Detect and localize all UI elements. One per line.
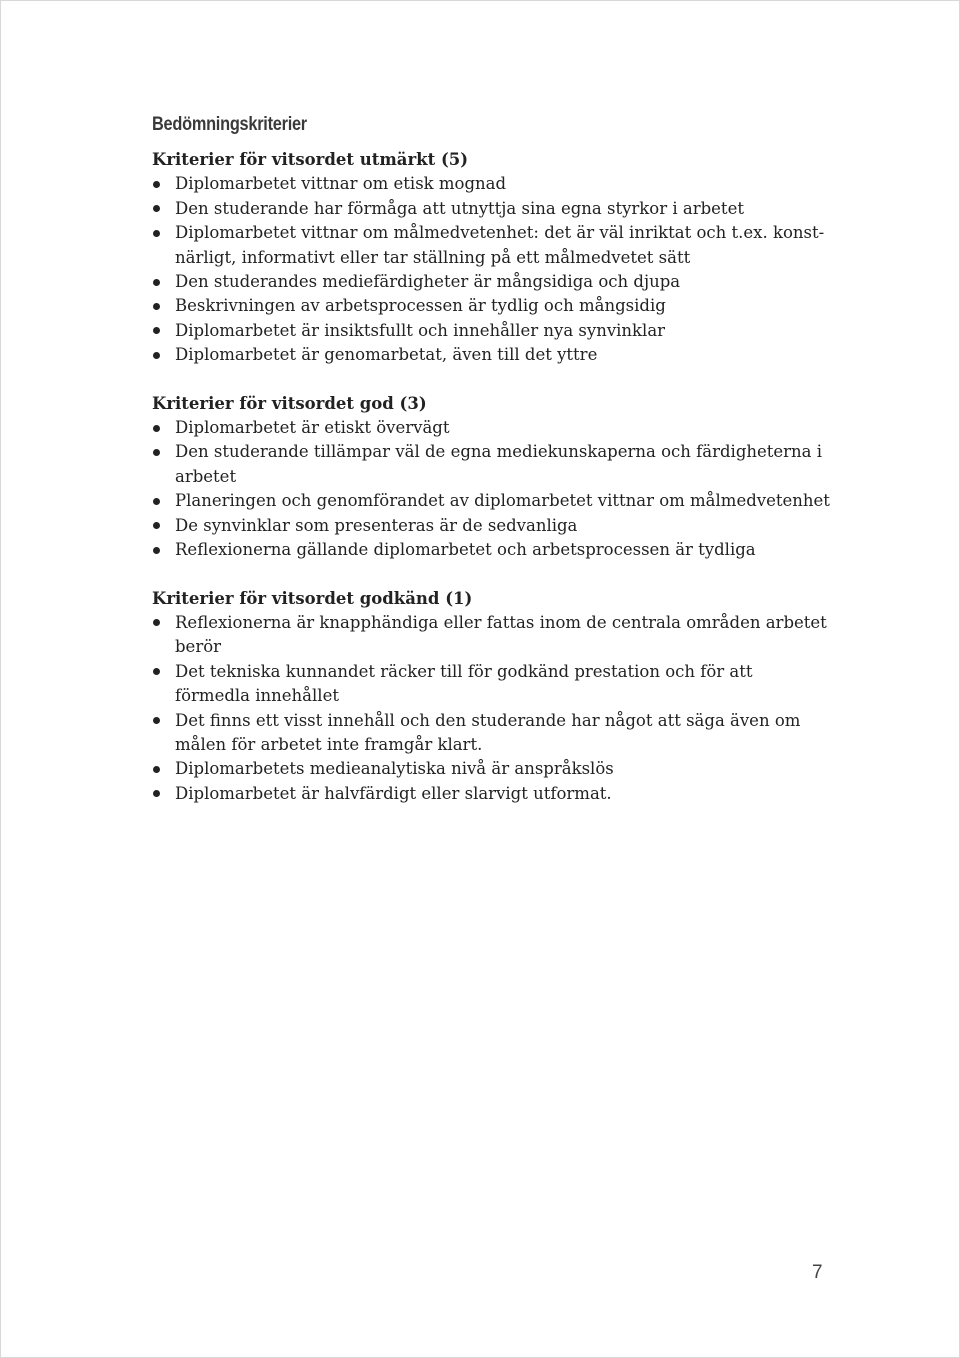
bullet-icon bbox=[153, 668, 160, 675]
bullet-icon bbox=[153, 279, 160, 286]
bullet-icon bbox=[153, 205, 160, 212]
criteria-item-text: Det tekniska kunnandet räcker till för godkänd prestation och för att förmedla innehållet bbox=[175, 661, 753, 706]
criteria-item-text: Diplomarbetets medieanalytiska nivå är anspråkslös bbox=[175, 759, 614, 779]
bullet-icon bbox=[153, 717, 160, 724]
criteria-item-text: De synvinklar som presenteras är de sedvanliga bbox=[175, 515, 578, 535]
criteria-item bbox=[152, 197, 832, 221]
criteria-item-text: Den studerandes mediefärdigheter är mångsidiga och djupa bbox=[175, 272, 681, 292]
page-number: 7 bbox=[812, 1262, 823, 1283]
criteria-item-text: Diplomarbetet vittnar om etisk mognad bbox=[175, 174, 507, 194]
criteria-list bbox=[152, 172, 832, 367]
bullet-icon bbox=[153, 230, 160, 237]
criteria-item-text: Den studerande har förmåga att utnyttja sina egna styrkor i arbetet bbox=[175, 198, 744, 218]
bullet-icon bbox=[153, 547, 160, 554]
bullet-icon bbox=[153, 790, 160, 797]
criteria-item-text: Diplomarbetet är genomarbetat, även till det yttre bbox=[175, 345, 598, 365]
criteria-item bbox=[152, 343, 832, 367]
criteria-item bbox=[152, 221, 832, 270]
criteria-item-text: Reflexionerna gällande diplomarbetet och arbetsprocessen är tydliga bbox=[175, 540, 756, 560]
criteria-list bbox=[152, 416, 832, 562]
criteria-item-text: Den studerande tillämpar väl de egna mediekunskaperna och färdigheterna i arbetet bbox=[175, 442, 823, 486]
section-heading: Kriterier för vitsordet god (3) bbox=[152, 393, 427, 413]
criteria-item bbox=[152, 416, 832, 440]
section-heading: Kriterier för vitsordet godkänd (1) bbox=[152, 588, 473, 608]
criteria-item bbox=[152, 660, 832, 709]
bullet-icon bbox=[153, 449, 160, 456]
section-utmarkt bbox=[152, 148, 832, 368]
section-god bbox=[152, 392, 832, 563]
criteria-item-text: Det finns ett visst innehåll och den studerande har något att säga även om målen för arbetet inte framgår klart. bbox=[175, 710, 801, 754]
criteria-item bbox=[152, 294, 832, 318]
criteria-item bbox=[152, 172, 832, 196]
criteria-item bbox=[152, 489, 832, 513]
criteria-item-text: Beskrivningen av arbetsprocessen är tydlig och mångsidig bbox=[175, 296, 666, 316]
criteria-item-text: Planeringen och genomförandet av diplomarbetet vittnar om målmedvetenhet bbox=[175, 491, 830, 511]
criteria-item-text: Diplomarbetet är insiktsfullt och innehåller nya synvinklar bbox=[175, 320, 666, 340]
criteria-item bbox=[152, 319, 832, 343]
criteria-item bbox=[152, 782, 832, 806]
criteria-item bbox=[152, 709, 832, 758]
page-content bbox=[152, 111, 832, 806]
criteria-item bbox=[152, 270, 832, 294]
criteria-item-text: Diplomarbetet vittnar om målmedvetenhet: det är väl inriktat och t.ex. konst- närligt, informativt eller tar ställning på ett målmedvetet sätt bbox=[175, 223, 825, 267]
bullet-icon bbox=[153, 619, 160, 626]
criteria-item bbox=[152, 514, 832, 538]
criteria-item-text: Diplomarbetet är halvfärdigt eller slarvigt utformat. bbox=[175, 783, 612, 803]
criteria-item bbox=[152, 611, 832, 660]
bullet-icon bbox=[153, 352, 160, 359]
section-godkand bbox=[152, 587, 832, 807]
bullet-icon bbox=[153, 303, 160, 310]
bullet-icon bbox=[153, 766, 160, 773]
bullet-icon bbox=[153, 498, 160, 505]
bullet-icon bbox=[153, 327, 160, 334]
criteria-item bbox=[152, 538, 832, 562]
bullet-icon bbox=[153, 425, 160, 432]
page-title: Bedömningskriterier bbox=[152, 114, 307, 135]
criteria-item-text: Reflexionerna är knapphändiga eller fattas inom de centrala områden arbetet berör bbox=[175, 612, 827, 657]
bullet-icon bbox=[153, 522, 160, 529]
criteria-item bbox=[152, 757, 832, 781]
criteria-item-text: Diplomarbetet är etiskt övervägt bbox=[175, 418, 450, 438]
section-heading: Kriterier för vitsordet utmärkt (5) bbox=[152, 150, 469, 169]
criteria-list bbox=[152, 611, 832, 806]
criteria-item bbox=[152, 440, 832, 489]
bullet-icon bbox=[153, 181, 160, 188]
